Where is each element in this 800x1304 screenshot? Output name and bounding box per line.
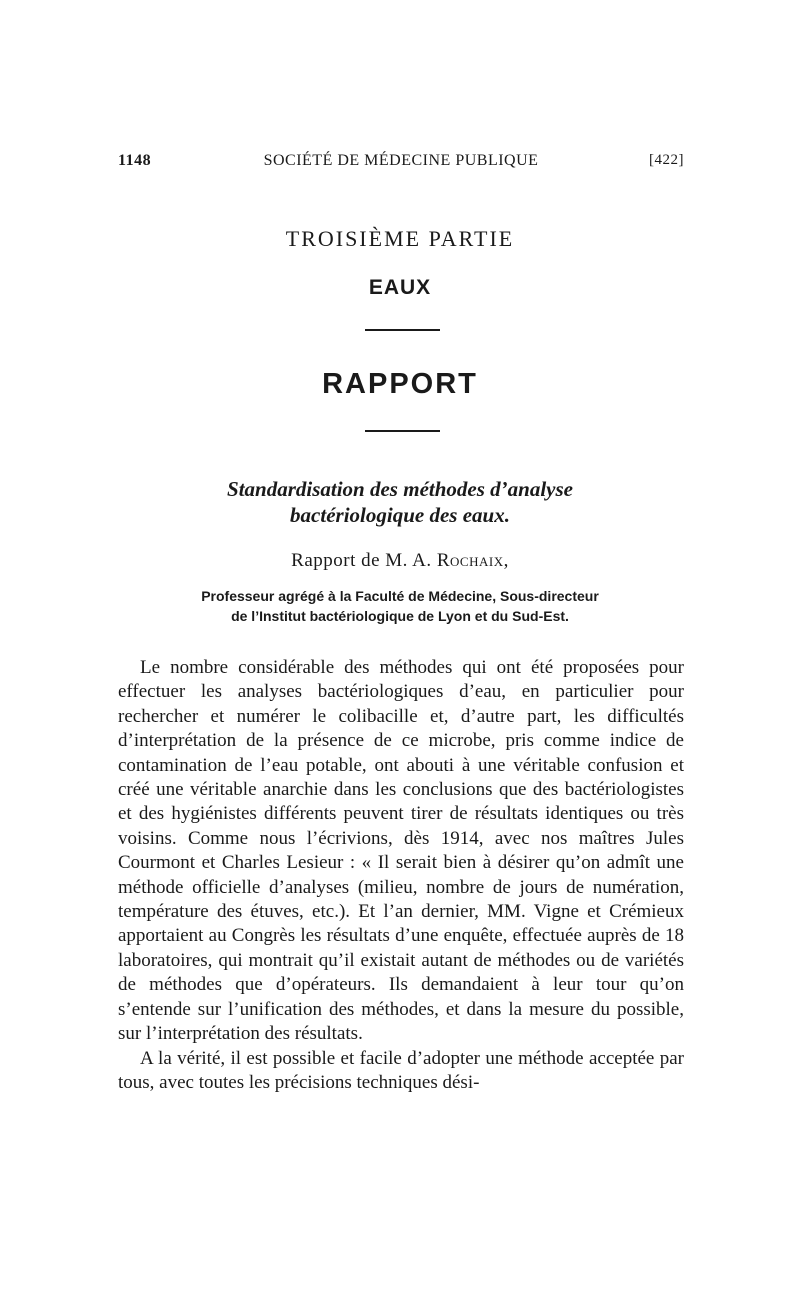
paragraph: A la vérité, il est possible et facile d’adopter une méthode acceptée par tous, avec toutes les précisions techniques dési- [118,1047,684,1093]
subject-line-1: Standardisation des méthodes d’analyse [227,477,573,501]
author-affiliation [0,586,800,626]
reference-number: [422] [649,152,684,168]
report-subject [0,476,800,528]
report-title: RAPPORT [322,368,478,400]
divider-bottom [365,430,440,432]
body-text [118,656,684,1095]
running-title: SOCIÉTÉ DE MÉDECINE PUBLIQUE [263,152,539,169]
affiliation-line-2: de l’Institut bactériologique de Lyon et du Sud-Est. [231,608,569,624]
author-line [0,550,800,572]
page-header [118,152,684,176]
affiliation-line-1: Professeur agrégé à la Faculté de Médecine, Sous-directeur [201,588,599,604]
section-title: EAUX [368,276,432,299]
divider-top [365,329,440,331]
page-number: 1148 [118,152,152,169]
part-title: TROISIÈME PARTIE [285,226,515,251]
author-name: Rochaix, [436,550,509,571]
paragraph: Le nombre considérable des méthodes qui ont été proposées pour effectuer les analyses bactériologiques d’eau, en particulier pour rechercher et numérer le colibacille et, d’autre part, les difficultés d’interprétation de la présence de ce microbe, pris comme indice de contamination de l’eau potable, ont abouti à une véritable confusion et créé une véritable anarchie dans les conclusions que des bactériologistes et des hygiénistes différents peuvent tirer de résultats identiques ou très voisins. Comme nous l’écrivions, dès 1914, avec nos maîtres Jules Courmont et Charles Lesieur : « Il serait bien à désirer qu’on admît une méthode officielle d’analyses (milieu, nombre de jours de numération, température des étuves, etc.). Et l’an dernier, MM. Vigne et Crémieux apportaient au Congrès les résultats d’une enquête, effectuée auprès de 18 laboratoires, qui montrait qu’il existait autant de méthodes ou de variétés de méthodes que d’opérateurs. Ils demandaient à leur tour qu’on s’entende sur l’unification des méthodes, et dans la mesure du possible, sur l’interprétation des résultats. [118,657,684,1045]
author-prefix: Rapport de M. A. [291,550,437,571]
subject-line-2: bactériologique des eaux. [290,503,510,527]
